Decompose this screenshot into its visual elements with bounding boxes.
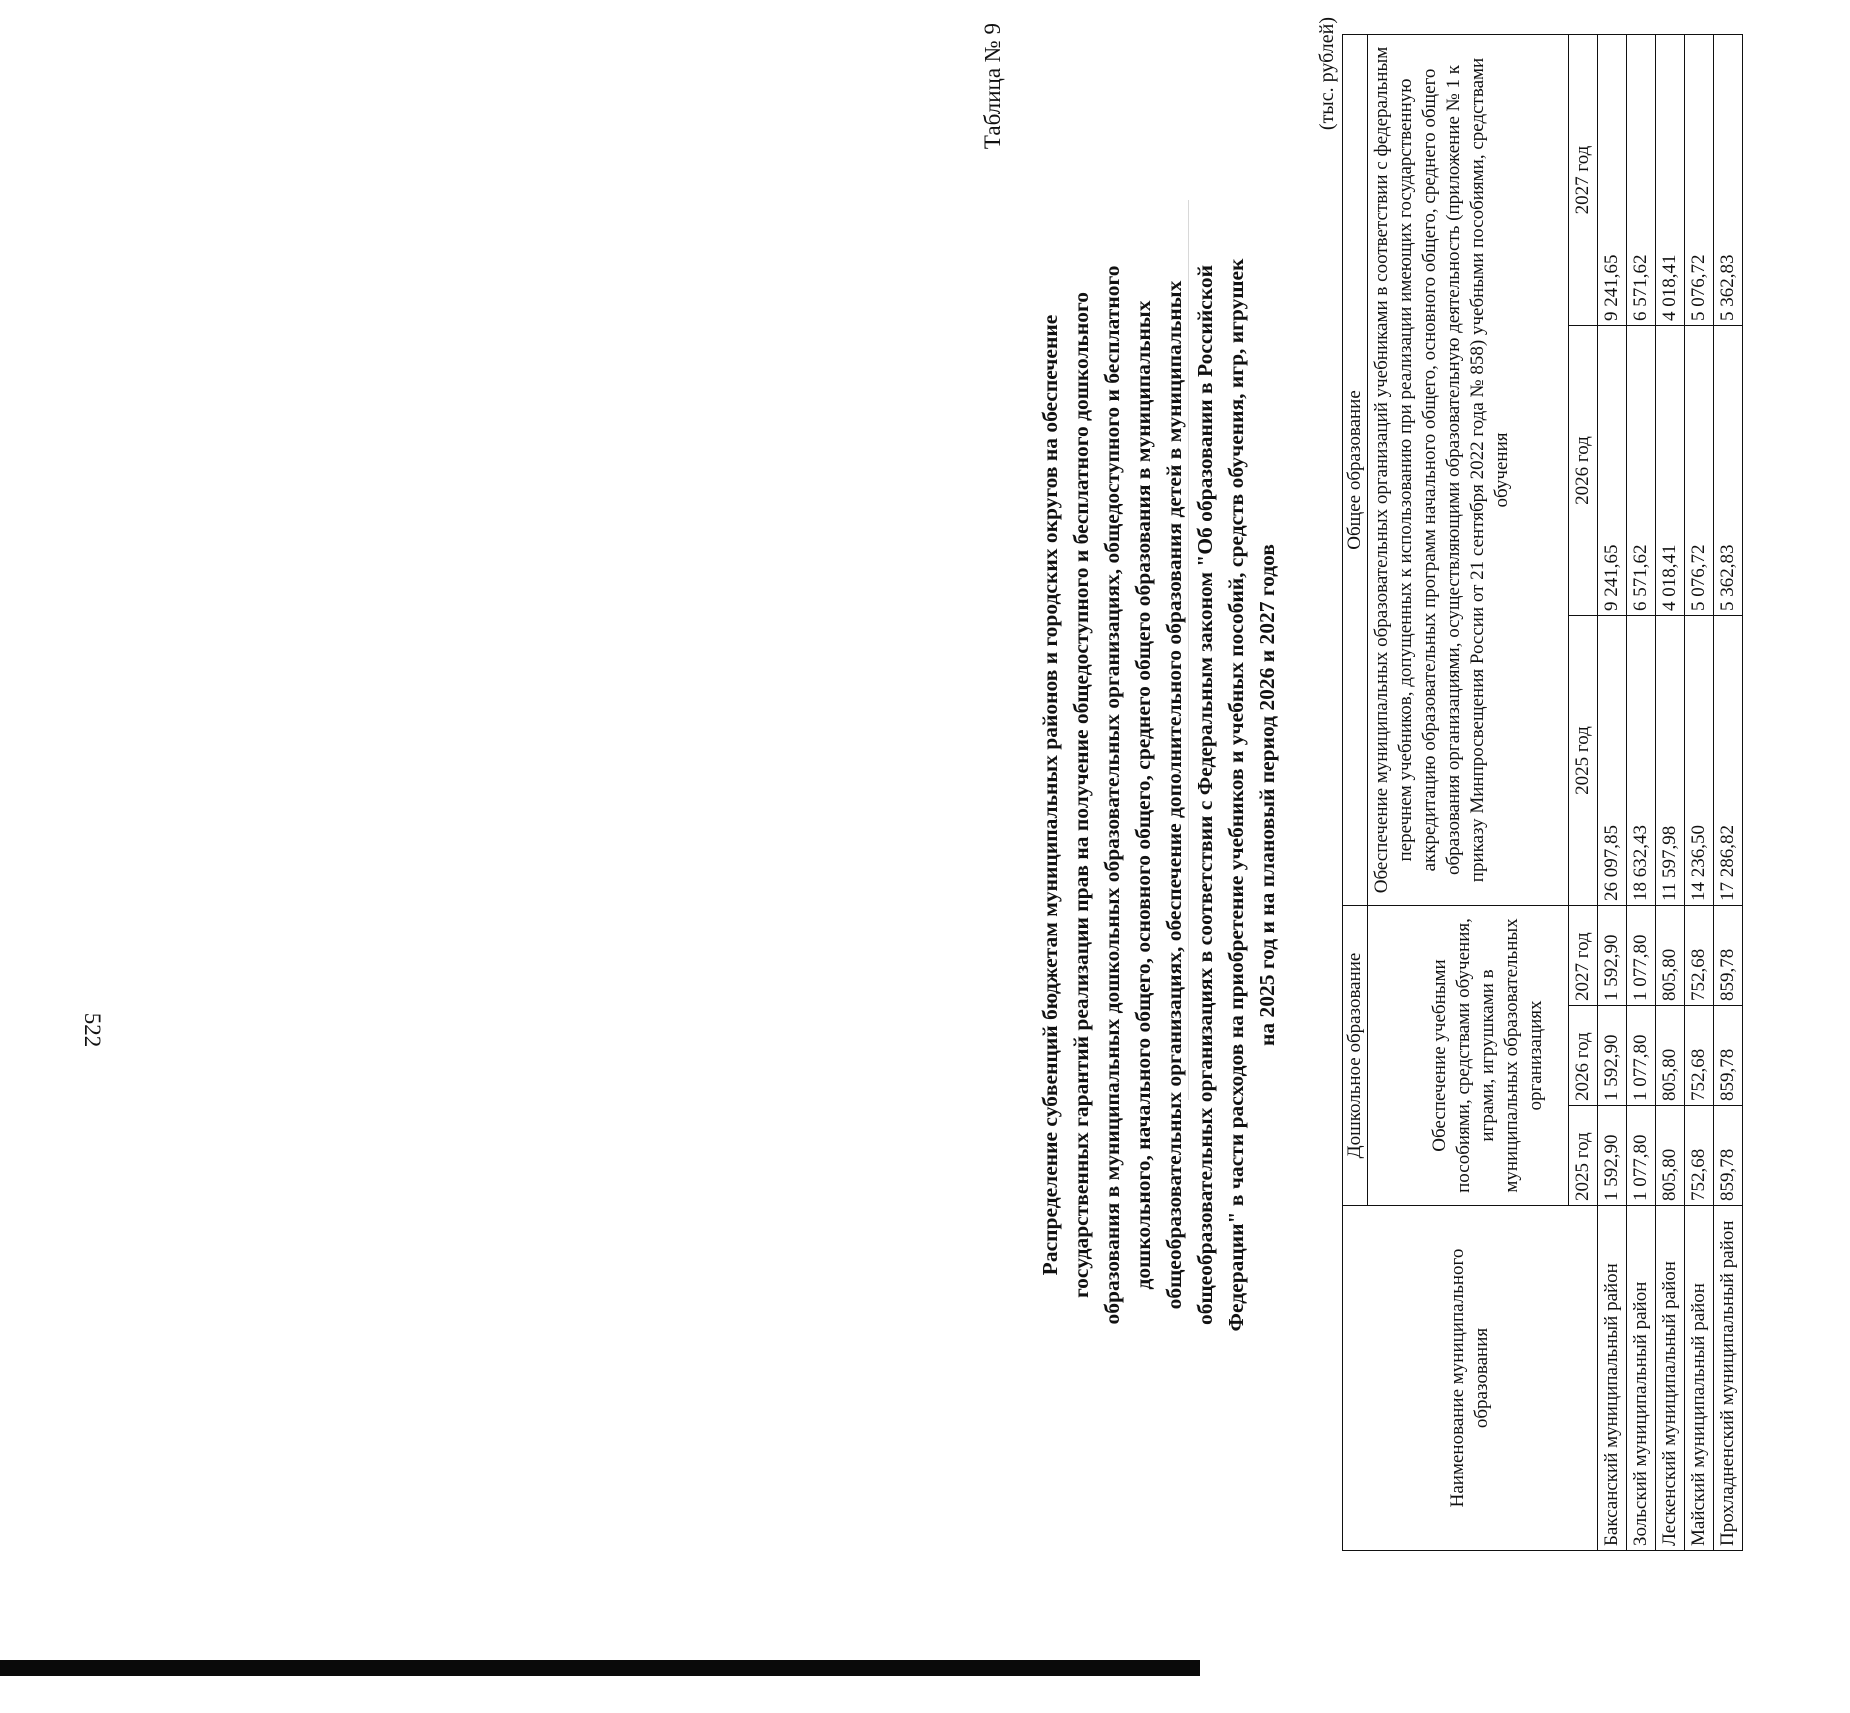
table-row xyxy=(1656,35,1685,1551)
title-line: государственных гарантий реализации прав на получение общедоступного и бесплатного дошкольного xyxy=(1069,291,1093,1299)
district-name: Майский муниципальный район xyxy=(1685,1206,1714,1551)
year-header: 2025 год xyxy=(1569,616,1598,906)
general-value: 9 241,65 xyxy=(1598,326,1627,616)
preschool-value: 859,78 xyxy=(1714,906,1743,1006)
general-title: Общее образование xyxy=(1343,35,1368,905)
year-header: 2025 год xyxy=(1569,1106,1598,1206)
general-value: 26 097,85 xyxy=(1598,616,1627,906)
district-name: Зольский муниципальный район xyxy=(1627,1206,1656,1551)
table-row xyxy=(1627,35,1656,1551)
general-value: 11 597,98 xyxy=(1656,616,1685,906)
preschool-value: 859,78 xyxy=(1714,1106,1743,1206)
preschool-value: 1 077,80 xyxy=(1627,1006,1656,1106)
year-header: 2027 год xyxy=(1569,906,1598,1006)
preschool-value: 1 592,90 xyxy=(1598,1006,1627,1106)
table-row xyxy=(1598,35,1627,1551)
general-value: 14 236,50 xyxy=(1685,616,1714,906)
units-label: (тыс. рублей) xyxy=(1316,17,1338,131)
preschool-value: 752,68 xyxy=(1685,1006,1714,1106)
preschool-title: Дошкольное образование xyxy=(1343,906,1368,1205)
general-value: 6 571,62 xyxy=(1627,326,1656,616)
page-number: 522 xyxy=(80,1012,105,1048)
preschool-value: 752,68 xyxy=(1685,1106,1714,1206)
header-row xyxy=(1343,35,1569,1551)
table-row xyxy=(1685,35,1714,1551)
preschool-header xyxy=(1343,906,1569,1206)
general-value: 17 286,82 xyxy=(1714,616,1743,906)
preschool-value: 1 077,80 xyxy=(1627,906,1656,1006)
preschool-value: 1 077,80 xyxy=(1627,1106,1656,1206)
preschool-value: 1 592,90 xyxy=(1598,1106,1627,1206)
title-line: дошкольного, начального общего, основного общего, среднего общего образования в муниципальных xyxy=(1131,300,1155,1290)
document-title xyxy=(1035,55,1283,1535)
general-value: 5 076,72 xyxy=(1685,326,1714,616)
district-name: Прохладненский муниципальный район xyxy=(1714,1206,1743,1551)
preschool-value: 752,68 xyxy=(1685,906,1714,1006)
preschool-description: Обеспечение учебными пособиями, средствами обучения, играми, игрушками в муниципальных образовательных организациях xyxy=(1429,918,1546,1193)
title-line: общеобразовательных организациях в соответствии с Федеральным законом "Об образовании в Российской xyxy=(1193,265,1217,1326)
general-value: 18 632,43 xyxy=(1627,616,1656,906)
general-value: 9 241,65 xyxy=(1598,35,1627,326)
rotated-document xyxy=(980,15,1850,1555)
title-line: образования в муниципальных дошкольных образовательных организациях, общедоступного и бесплатного xyxy=(1100,265,1124,1325)
general-value: 6 571,62 xyxy=(1627,35,1656,326)
year-header: 2026 год xyxy=(1569,326,1598,616)
preschool-value: 805,80 xyxy=(1656,906,1685,1006)
district-name: Лескенский муниципальный район xyxy=(1656,1206,1685,1551)
general-header xyxy=(1343,35,1569,906)
title-line: Федерации" в части расходов на приобретение учебников и учебных пособий, средств обучения, игр, игрушек xyxy=(1224,258,1248,1332)
preschool-value: 805,80 xyxy=(1656,1006,1685,1106)
col-name-header: Наименование муниципального образования xyxy=(1343,1206,1598,1551)
general-description: Обеспечение муниципальных образовательных организаций учебниками в соответствии с федеральным перечнем учебников, допущенных к использованию при реализации имеющих государственную аккредитацию образовательных программ начального общего, основного общего, среднего общего образования организациями, осуществляющими образовательную деятельность (приложение № 1 к приказу Минпросвещения России от 21 сентября 2022 года № 858) учебными пособиями, средствами обучения xyxy=(1371,46,1512,894)
title-line: на 2025 год и на плановый период 2026 и 2027 годов xyxy=(1255,544,1279,1046)
general-value: 4 018,41 xyxy=(1656,35,1685,326)
year-header: 2026 год xyxy=(1569,1006,1598,1106)
general-value: 5 362,83 xyxy=(1714,326,1743,616)
general-value: 5 362,83 xyxy=(1714,35,1743,326)
table-number: Таблица № 9 xyxy=(980,23,1005,150)
general-value: 5 076,72 xyxy=(1685,35,1714,326)
table-row xyxy=(1714,35,1743,1551)
scan-bottom-bar xyxy=(0,1660,1200,1676)
preschool-value: 805,80 xyxy=(1656,1106,1685,1206)
title-line: общеобразовательных организациях, обеспечение дополнительного образования детей в муниципальных xyxy=(1162,280,1186,1310)
district-name: Баксанский муниципальный район xyxy=(1598,1206,1627,1551)
scan-edge-line xyxy=(1188,200,1189,1100)
year-header: 2027 год xyxy=(1569,35,1598,326)
general-value: 4 018,41 xyxy=(1656,326,1685,616)
preschool-value: 859,78 xyxy=(1714,1006,1743,1106)
title-line: Распределение субвенций бюджетам муниципальных районов и городских округов на обеспечение xyxy=(1038,314,1062,1276)
preschool-value: 1 592,90 xyxy=(1598,906,1627,1006)
subvention-table xyxy=(1342,34,1743,1551)
